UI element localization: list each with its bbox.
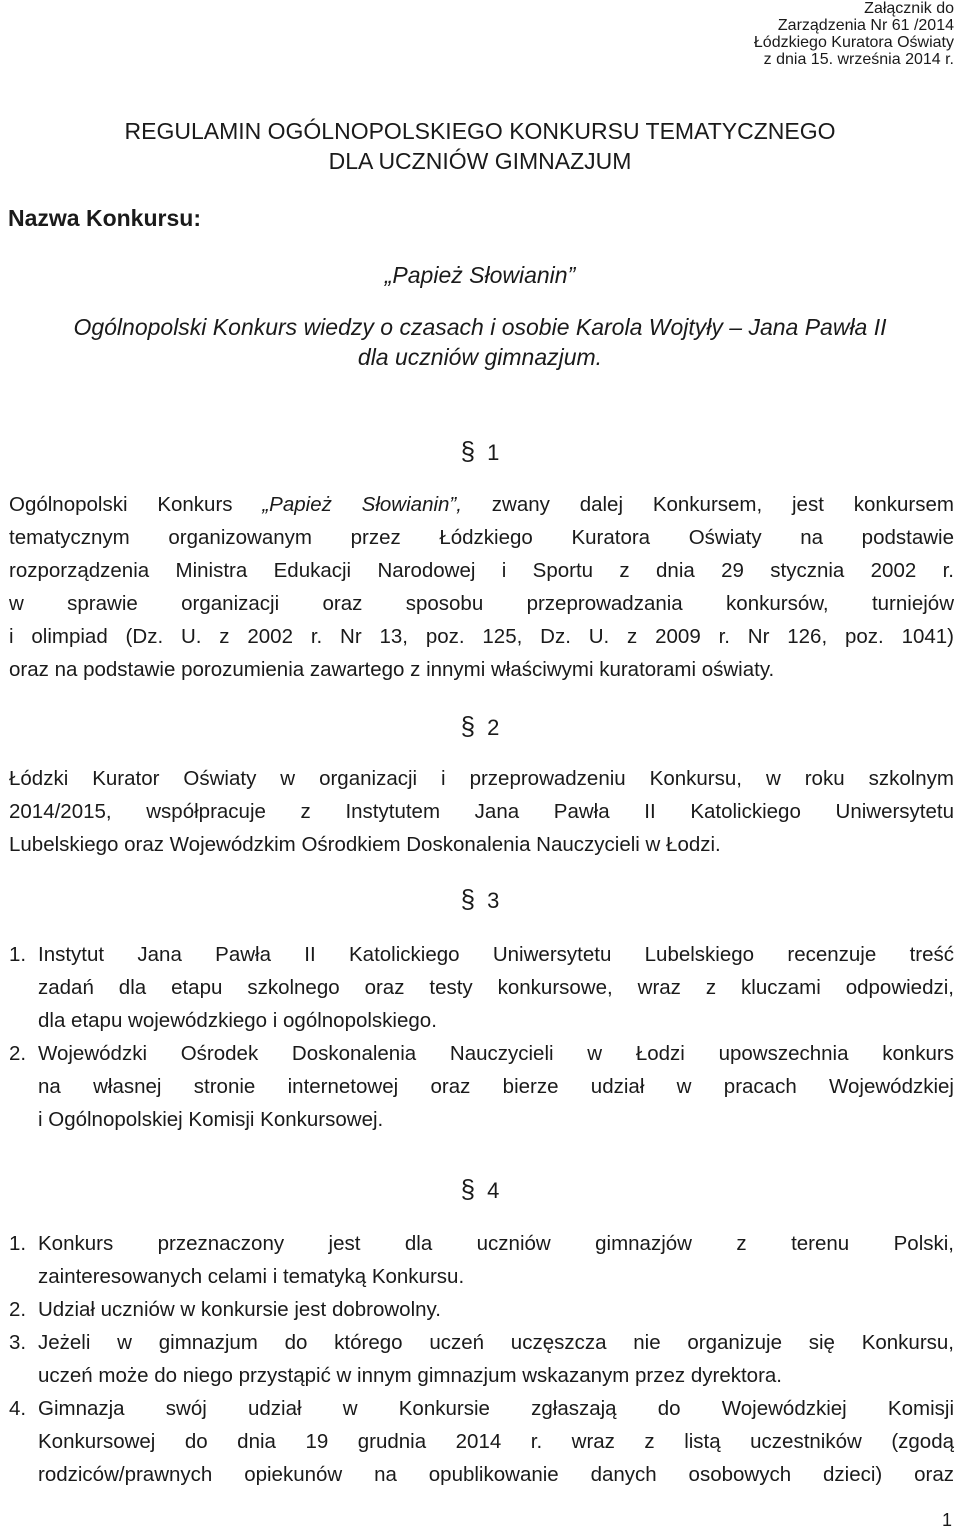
contest-name-label: Nazwa Konkursu:	[8, 205, 201, 231]
list-item	[9, 1227, 954, 1293]
annex-line: Łódzkiego Kuratora Oświaty	[753, 34, 954, 51]
list-item	[9, 1037, 954, 1136]
section-sign: §	[460, 884, 476, 914]
list-item-line: uczeń może do niego przystąpić w innym gimnazjum wskazanym przez dyrektora.	[38, 1364, 782, 1387]
section-number: 2	[487, 715, 500, 740]
paragraph-line: oraz na podstawie porozumienia zawartego z innymi właściwymi kuratorami oświaty.	[9, 658, 775, 681]
annex-line: Załącznik do	[864, 0, 954, 17]
section-heading-1	[0, 436, 960, 468]
section-heading-3	[0, 884, 960, 916]
contest-name-inline: „Papież Słowianin”,	[262, 493, 462, 516]
section-sign: §	[460, 1174, 476, 1204]
list-item	[9, 1293, 954, 1326]
document-title	[0, 116, 960, 176]
section-sign: §	[460, 711, 476, 741]
list-item-line: na własnej stronie internetowej oraz bierze udział w pracach Wojewódzkiej	[38, 1075, 954, 1098]
paragraph-line: 2014/2015, współpracuje z Instytutem Jana Pawła II Katolickiego Uniwersytetu	[9, 800, 954, 823]
list-item-number: 1.	[9, 1232, 27, 1255]
list-item	[9, 938, 954, 1037]
section-number: 4	[487, 1178, 500, 1203]
list-item-line: Konkurs przeznaczony jest dla uczniów gimnazjów z terenu Polski,	[38, 1232, 954, 1255]
paragraph-line: w sprawie organizacji oraz sposobu przeprowadzania konkursów, turniejów	[9, 592, 954, 615]
list-item-number: 2.	[9, 1042, 27, 1065]
list-item-line: zainteresowanych celami i tematyką Konkursu.	[38, 1265, 465, 1288]
section-heading-2	[0, 711, 960, 743]
section-1-paragraph	[9, 488, 954, 686]
section-number: 1	[487, 440, 500, 465]
list-item-line: rodziców/prawnych opiekunów na opublikowanie danych osobowych dzieci) oraz	[38, 1463, 954, 1486]
section-4-list	[9, 1227, 954, 1491]
contest-name: „Papież Słowianin”	[384, 262, 576, 288]
list-item	[9, 1392, 954, 1491]
contest-description	[0, 312, 960, 372]
list-item-line: Gimnazja swój udział w Konkursie zgłaszają do Wojewódzkiej Komisji	[38, 1397, 954, 1420]
list-item-line: Wojewódzki Ośrodek Doskonalenia Nauczycieli w Łodzi upowszechnia konkurs	[38, 1042, 954, 1065]
paragraph-line: tematycznym organizowanym przez Łódzkiego Kuratora Oświaty na podstawie	[9, 526, 954, 549]
title-line: REGULAMIN OGÓLNOPOLSKIEGO KONKURSU TEMATYCZNEGO	[124, 118, 836, 144]
paragraph-line: rozporządzenia Ministra Edukacji Narodowej i Sportu z dnia 29 stycznia 2002 r.	[9, 559, 954, 582]
section-3-list	[9, 938, 954, 1136]
paragraph-line: Lubelskiego oraz Wojewódzkim Ośrodkiem Doskonalenia Nauczycieli w Łodzi.	[9, 833, 721, 856]
annex-line: z dnia 15. września 2014 r.	[763, 51, 954, 68]
list-item-line: Jeżeli w gimnazjum do którego uczeń uczęszcza nie organizuje się Konkursu,	[38, 1331, 954, 1354]
list-item-number: 2.	[9, 1298, 27, 1321]
list-item-line: dla etapu wojewódzkiego i ogólnopolskiego.	[38, 1009, 437, 1032]
list-item-line: i Ogólnopolskiej Komisji Konkursowej.	[38, 1108, 384, 1131]
section-heading-4	[0, 1174, 960, 1206]
list-item-number: 1.	[9, 943, 27, 966]
list-item-line: zadań dla etapu szkolnego oraz testy konkursowe, wraz z kluczami odpowiedzi,	[38, 976, 954, 999]
section-sign: §	[460, 436, 476, 466]
annex-header	[754, 0, 954, 68]
paragraph-line: i olimpiad (Dz. U. z 2002 r. Nr 13, poz. 125, Dz. U. z 2009 r. Nr 126, poz. 1041)	[9, 625, 954, 648]
list-item-line: Instytut Jana Pawła II Katolickiego Uniwersytetu Lubelskiego recenzuje treść	[38, 943, 954, 966]
annex-line: Zarządzenia Nr 61 /2014	[777, 17, 954, 34]
title-line: DLA UCZNIÓW GIMNAZJUM	[328, 148, 632, 174]
list-item	[9, 1326, 954, 1392]
list-item-line: Konkursowej do dnia 19 grudnia 2014 r. wraz z listą uczestników (zgodą	[38, 1430, 954, 1453]
section-number: 3	[487, 888, 500, 913]
paragraph-line: Łódzki Kurator Oświaty w organizacji i przeprowadzeniu Konkursu, w roku szkolnym	[9, 767, 954, 790]
list-item-number: 4.	[9, 1397, 27, 1420]
section-2-paragraph	[9, 762, 954, 861]
contest-description-line: Ogólnopolski Konkurs wiedzy o czasach i osobie Karola Wojtyły – Jana Pawła II	[73, 314, 887, 340]
contest-description-line: dla uczniów gimnazjum.	[357, 344, 603, 370]
page-number: 1	[941, 1510, 952, 1530]
list-item-line: Udział uczniów w konkursie jest dobrowolny.	[38, 1298, 441, 1321]
list-item-number: 3.	[9, 1331, 27, 1354]
paragraph-line: Ogólnopolski Konkurs „Papież Słowianin”, zwany dalej Konkursem, jest konkursem	[9, 493, 954, 516]
